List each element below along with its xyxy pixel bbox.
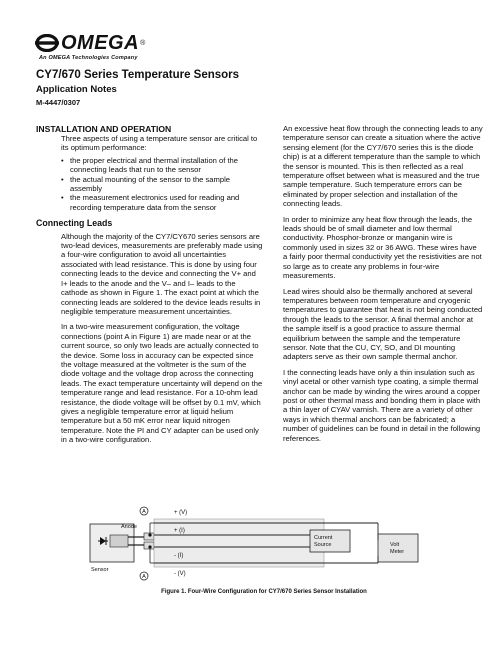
list-item: • the actual mounting of the sensor to the sample assembly [61,175,264,194]
paragraph: Although the majority of the CY7/CY670 series sensors are two-lead devices, measurements are preferably made using a four-wire configuration to avoid all uncertainties associated with lead resistance. This is done by using four connecting leads to the device and connecting the V+ and I+ leads to the anode and the V– and I– leads to the cathode as shown in Figure 1. The exact point at which the connecting leads are soldered to the device leads results in negligible temperature measurement uncertainties. [61,231,263,316]
section-heading-installation: INSTALLATION AND OPERATION [36,124,172,134]
label-v-minus: - (V) [174,571,186,577]
omega-symbol-icon [35,34,59,52]
cable-sheath [154,519,324,567]
current-source-label: Source [314,542,332,548]
voltmeter-box [378,534,418,562]
label-sensor: Sensor [91,567,109,573]
current-source-label: Current [314,535,333,541]
list-item: • the proper electrical and thermal installation of the connecting leads that run to the sensor [61,156,264,175]
paragraph: Lead wires should also be thermally anchored at several temperatures between room temperature and cryogenic temperatures to guarantee that heat is not being conducted through the leads to the sensor. A final thermal anchor at the sample itself is a good practice to assure thermal equilibrium between the sample and the temperature sensor. Note that the CU, CY, SO, and DI mounting adapters serve as their own sample thermal anchor. [283,286,483,362]
figure-caption: Figure 1. Four-Wire Configuration for CY7/670 Series Sensor Installation [161,589,367,595]
four-wire-diagram [88,504,440,584]
point-a-label: A [142,509,146,516]
subheading-connecting-leads: Connecting Leads [36,218,113,229]
right-column [283,124,483,449]
voltmeter-label: Meter [390,549,405,555]
label-anode: Anode [121,524,137,530]
logo-tagline: An OMEGA Technologies Company [39,55,138,61]
document-subtitle: Application Notes [36,84,117,95]
label-v-plus: + (V) [174,510,188,516]
document-title: CY7/670 Series Temperature Sensors [36,69,240,81]
paragraph: In order to minimize any heat flow through the leads, the leads should be of small diameter and low thermal conductivity. Phosphor-bronze or manganin wire is commonly used in sizes 32 or 36 AWG. These wires have a fairly poor thermal conductivity yet the resistivities are not so large as to create any problems in four-wire measurements. [283,214,482,281]
omega-logo [35,33,185,65]
voltmeter-label: Volt [390,542,400,548]
label-i-minus: - (I) [174,553,184,559]
aspects-list [36,156,264,212]
current-source-box [310,530,350,552]
label-i-plus: + (I) [174,528,185,534]
paragraph: An excessive heat flow through the connecting leads to any temperature sensor can create a situation where the active sensing element (for the CY7/670 series this is the diode chip) is at a different temperature than the sample to which the sensor is mounted. This is then reflected as a real temperature offset between what is measured and the true sample temperature. Such temperature errors can be eliminated by proper selection and installation of the connecting leads. [283,124,483,209]
paragraph: I the connecting leads have only a thin insulation such as vinyl acetal or other varnish type coating, a simple thermal anchor can be made by winding the wires around a copper post or other thermal mass and bonding them in place with a thin layer of CYAV varnish. There are a variety of other ways in which thermal anchors can be fabricated; a number of guidelines can be found in detail in the following references. [283,367,481,443]
paragraph: In a two-wire measurement configuration, the voltage connections (point A in Figure 1) are made near or at the current source, so only two leads are actually connected to the device. Some loss in accuracy can be expected since the voltage measured at the voltmeter is the sum of the diode voltage and the voltage drop across the connecting leads. The exact temperature uncertainty will depend on the temperature range and lead resistance. For a 10-ohm lead resistance, the diode voltage will be offset by 0.1 mV, which gives a negligible temperature error at liquid helium temperature but a 50 mK error near liquid nitrogen temperature. Note the PI and CY adapter can be used only in a two-wire configuration. [61,322,263,445]
logo-registered-mark: ® [140,39,146,47]
document-number: M-4447/0307 [36,98,81,107]
left-column [36,124,264,451]
intro-paragraph: Three aspects of using a temperature sensor are critical to its optimum performance: [61,134,258,153]
point-a-label: A [142,574,146,581]
list-item: • the measurement electronics used for reading and recording temperature data from the sensor [61,193,264,212]
logo-brand: OMEGA [61,32,140,54]
